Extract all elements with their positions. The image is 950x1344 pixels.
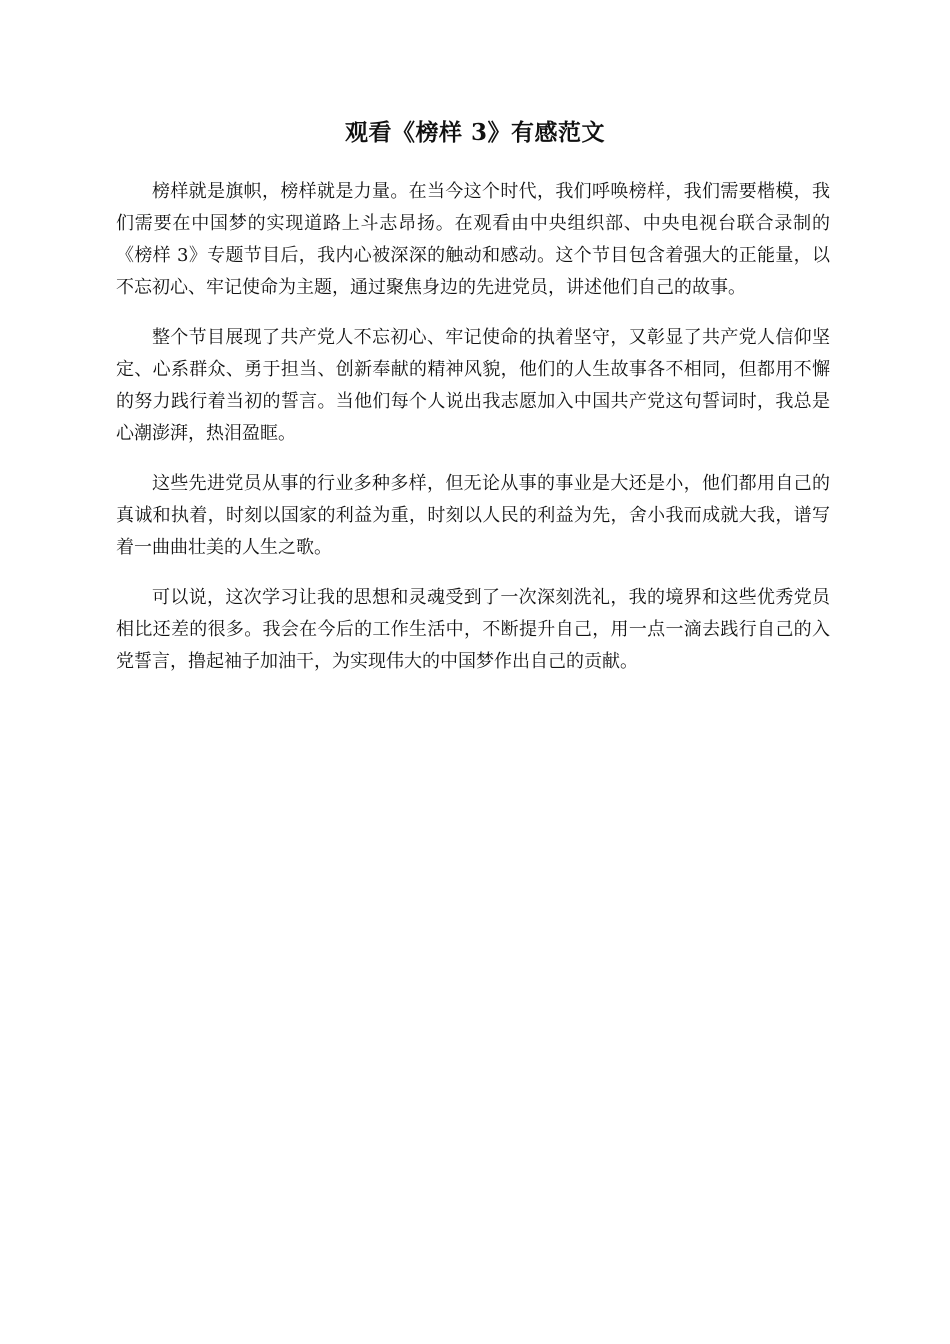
document-body	[116, 176, 830, 696]
document-title: 观看《榜样 3》有感范文	[344, 119, 605, 146]
paragraph-3: 这些先进党员从事的行业多种多样，但无论从事的事业是大还是小，他们都用自己的真诚和执着，时刻以国家的利益为重，时刻以人民的利益为先，舍小我而成就大我，谱写着一曲曲壮美的人生之歌。	[116, 473, 830, 558]
paragraph-2: 整个节目展现了共产党人不忘初心、牢记使命的执着坚守，又彰显了共产党人信仰坚定、心系群众、勇于担当、创新奉献的精神风貌，他们的人生故事各不相同，但都用不懈的努力践行着当初的誓言。当他们每个人说出我志愿加入中国共产党这句誓词时，我总是心潮澎湃，热泪盈眶。	[116, 327, 830, 444]
paragraph-1: 榜样就是旗帜，榜样就是力量。在当今这个时代，我们呼唤榜样，我们需要楷模，我们需要在中国梦的实现道路上斗志昂扬。在观看由中央组织部、中央电视台联合录制的《榜样 3》专题节目后，我内心被深深的触动和感动。这个节目包含着强大的正能量，以不忘初心、牢记使命为主题，通过聚焦身边的先进党员，讲述他们自己的故事。	[116, 181, 830, 298]
paragraph-4: 可以说，这次学习让我的思想和灵魂受到了一次深刻洗礼，我的境界和这些优秀党员相比还差的很多。我会在今后的工作生活中，不断提升自己，用一点一滴去践行自己的入党誓言，撸起袖子加油干，为实现伟大的中国梦作出自己的贡献。	[116, 587, 830, 672]
